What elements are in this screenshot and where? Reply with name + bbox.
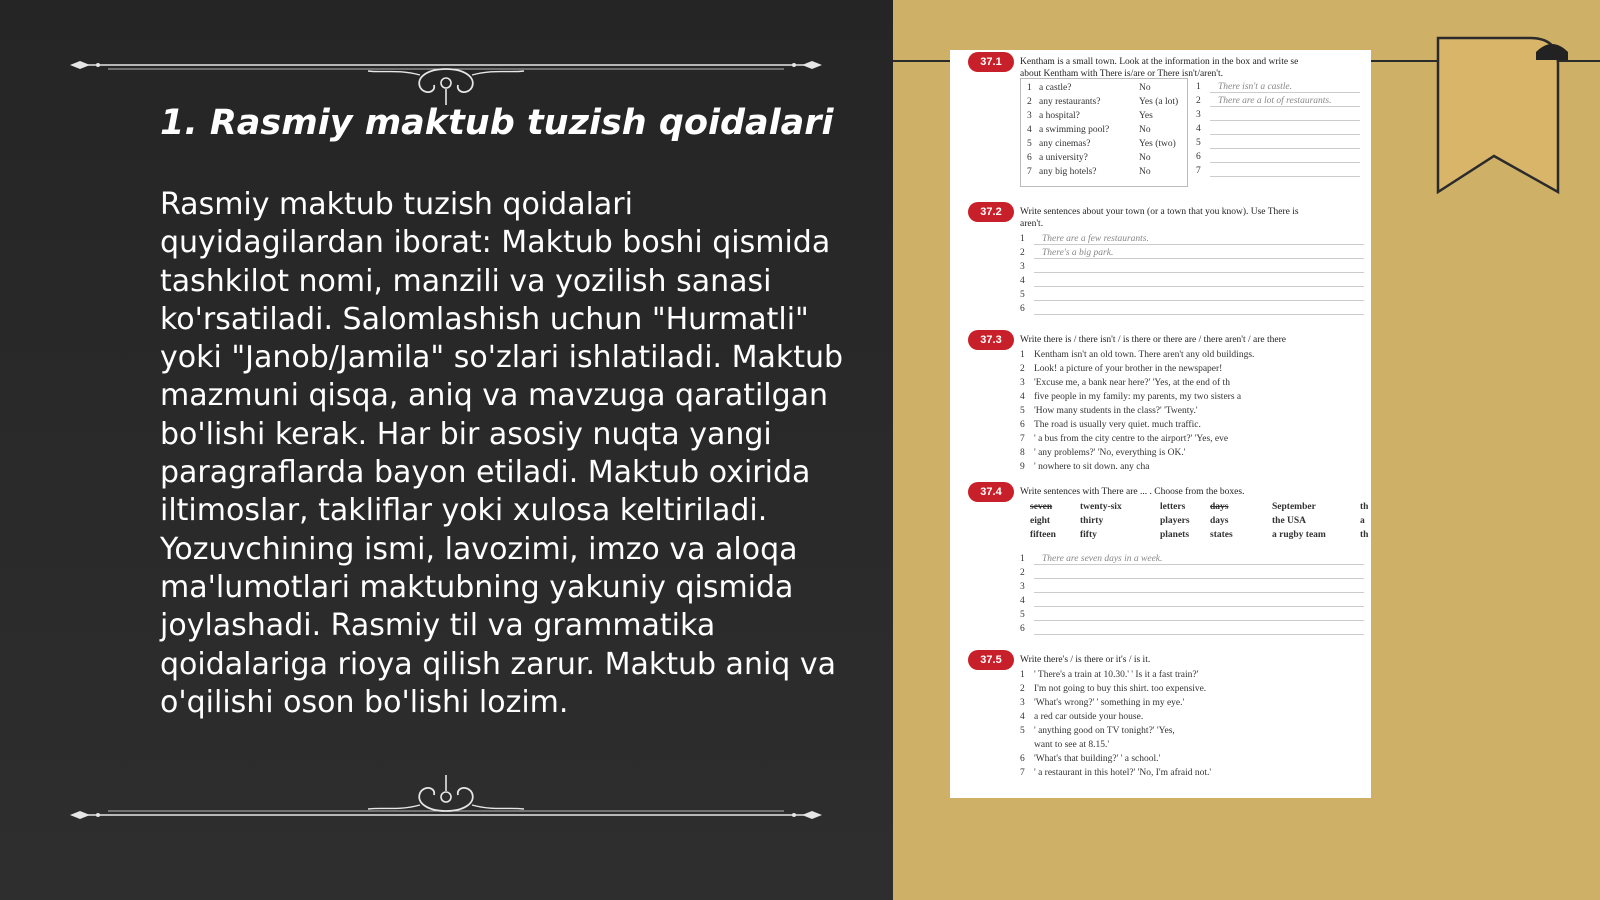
answer-line: 3 bbox=[1020, 262, 1370, 274]
answer-line: 4 bbox=[1196, 124, 1371, 136]
answer-line: 2 There's a big park. bbox=[1020, 248, 1370, 260]
exercise-line: want to see at 8.15.' bbox=[1034, 740, 1110, 750]
info-box: 1 a castle? No 2 any restaurants? Yes (a lot) 3 a hospital? Yes 4 a swimming pool? No 5 any cinemas? Yes (two) 6 a university? No 7 any big hotels? No bbox=[1020, 78, 1188, 187]
exercise-line: 6 The road is usually very quiet. much traffic. bbox=[1020, 420, 1201, 430]
exercise-line: 4 five people in my family: my parents, my two sisters a bbox=[1020, 392, 1242, 402]
answer-line: 2 bbox=[1020, 568, 1370, 580]
exercise-badge: 37.3 bbox=[968, 330, 1014, 350]
answer-line: 5 bbox=[1020, 290, 1370, 302]
answer-line: 6 bbox=[1020, 304, 1370, 316]
word-box: seven eight fifteen twenty-six thirty fifty letters players planets days days states September the USA a rugby team th a th bbox=[1030, 502, 1369, 540]
exercise-instruction: Write sentences with There are ... . Choose from the boxes. bbox=[1020, 487, 1245, 497]
exercise-instruction: Write there is / there isn't / is there or there are / there aren't / are there bbox=[1020, 335, 1287, 345]
answer-line: 6 bbox=[1196, 152, 1371, 164]
bookmark-icon bbox=[1430, 34, 1600, 204]
exercise-line: 1 Kentham isn't an old town. There aren't any old buildings. bbox=[1020, 350, 1255, 360]
answer-line: 5 bbox=[1020, 610, 1370, 622]
exercise-instruction: Write there's / is there or it's / is it. bbox=[1020, 655, 1151, 665]
exercise-line: 2 Look! a picture of your brother in the newspaper! bbox=[1020, 364, 1223, 374]
answer-line: 1 There isn't a castle. bbox=[1196, 82, 1371, 94]
exercise-line: 5 'How many students in the class?' 'Twenty.' bbox=[1020, 406, 1198, 416]
answer-line: 1 There are seven days in a week. bbox=[1020, 554, 1370, 566]
answer-line: 4 bbox=[1020, 276, 1370, 288]
exercise-line: 7 ' a bus from the city centre to the airport?' 'Yes, eve bbox=[1020, 434, 1229, 444]
worksheet-image bbox=[950, 50, 1371, 798]
slide-body-text: Rasmiy maktub tuzish qoidalari quyidagilardan iborat: Maktub boshi qismida tashkilot nomi, manzili va yozilish sanasi ko'rsatiladi. Salomlashish uchun "Hurmatli" yoki "Janob/Jamila" so'zlari ishlatiladi. Maktub mazmuni qisqa, aniq va mavzuga qaratilgan bo'lishi kerak. Har bir asosiy nuqta yangi paragraflarda bayon etiladi. Maktub oxirida iltimoslar, takliflar yoki xulosa keltiriladi. Yozuvchining ismi, lavozimi, imzo va aloqa ma'lumotlari maktubning yakuniy qismida joylashadi. Rasmiy til va grammatika qoidalariga rioya qilish zarur. Maktub aniq va o'qilishi oson bo'lishi lozim. bbox=[160, 187, 844, 720]
exercise-line: 4 a red car outside your house. bbox=[1020, 712, 1144, 722]
exercise-line: 5 ' anything good on TV tonight?' 'Yes, bbox=[1020, 726, 1175, 736]
exercise-line: 2 I'm not going to buy this shirt. too expensive. bbox=[1020, 684, 1207, 694]
answer-line: 2 There are a lot of restaurants. bbox=[1196, 96, 1371, 108]
ornament-bottom-divider bbox=[68, 775, 824, 825]
exercise-badge: 37.2 bbox=[968, 202, 1014, 222]
answer-line: 6 bbox=[1020, 624, 1370, 636]
answer-line: 7 bbox=[1196, 166, 1371, 178]
exercise-line: 9 ' nowhere to sit down. any cha bbox=[1020, 462, 1150, 472]
exercise-line: 3 'What's wrong?' ' something in my eye.' bbox=[1020, 698, 1185, 708]
answer-line: 1 There are a few restaurants. bbox=[1020, 234, 1370, 246]
answer-line: 4 bbox=[1020, 596, 1370, 608]
answer-line: 5 bbox=[1196, 138, 1371, 150]
ornament-top-divider bbox=[68, 55, 824, 105]
slide-title: 1. Rasmiy maktub tuzish qoidalari bbox=[160, 103, 834, 143]
exercise-line: 6 'What's that building?' ' a school.' bbox=[1020, 754, 1161, 764]
exercise-line: 7 ' a restaurant in this hotel?' 'No, I'm afraid not.' bbox=[1020, 768, 1212, 778]
exercise-badge: 37.1 bbox=[968, 52, 1014, 72]
exercise-line: 3 'Excuse me, a bank near here?' 'Yes, at the end of th bbox=[1020, 378, 1230, 388]
exercise-line: 1 ' There's a train at 10.30.' ' Is it a fast train?' bbox=[1020, 670, 1199, 680]
exercise-badge: 37.5 bbox=[968, 650, 1014, 670]
exercise-instruction: Write sentences about your town (or a town that you know). Use There is aren't. bbox=[1020, 207, 1299, 229]
answer-line: 3 bbox=[1196, 110, 1371, 122]
exercise-badge: 37.4 bbox=[968, 482, 1014, 502]
exercise-instruction: Kentham is a small town. Look at the information in the box and write se about Kentham with There is/are or There isn't/aren't. bbox=[1020, 57, 1299, 79]
answer-line: 3 bbox=[1020, 582, 1370, 594]
exercise-line: 8 ' any problems?' 'No, everything is OK.' bbox=[1020, 448, 1186, 458]
